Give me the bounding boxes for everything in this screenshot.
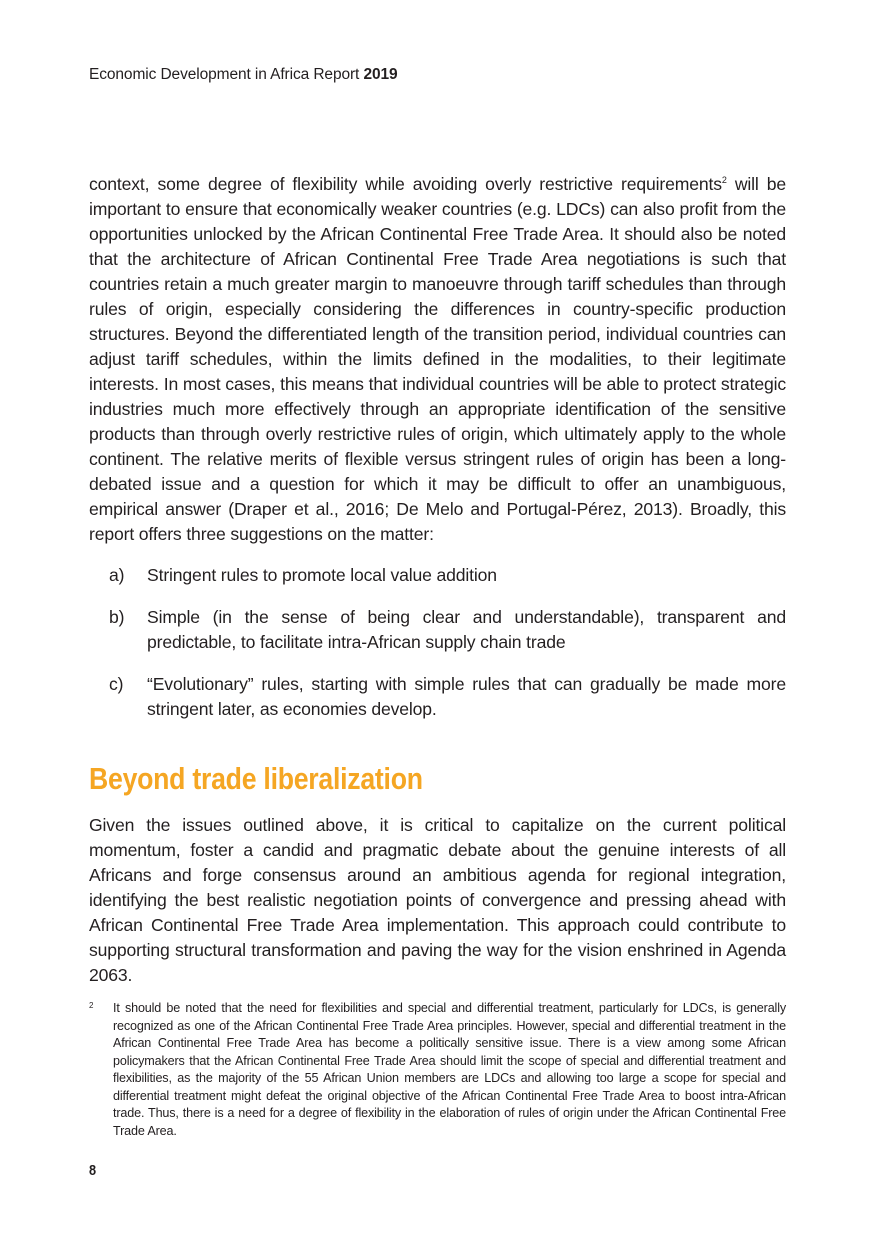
- running-header: [89, 66, 398, 84]
- report-title: Economic Development in Africa Report: [89, 66, 360, 83]
- page-number: 8: [89, 1162, 97, 1179]
- body-paragraph: [89, 172, 786, 547]
- body-paragraph-2: Given the issues outlined above, it is critical to capitalize on the current political momentum, foster a candid and pragmatic debate about the genuine interests of all Africans and forge consensus around an ambitious agenda for regional integration, identifying the best realistic negotiation points of convergence and pressing ahead with African Continental Free Trade Area implementation. This approach could contribute to supporting structural transformation and paving the way for the vision enshrined in Agenda 2063.: [89, 815, 786, 985]
- list-item: [89, 672, 786, 722]
- footnote-number: 2: [89, 1001, 94, 1010]
- list-item: [89, 563, 786, 588]
- footnote-reference[interactable]: 2: [721, 175, 727, 185]
- suggestions-list: [89, 563, 786, 722]
- paragraph-text: context, some degree of flexibility while avoiding overly restrictive requirements: [89, 174, 722, 194]
- list-item-text: Simple (in the sense of being clear and understandable), transparent and predictable, to facilitate intra-African supply chain trade: [147, 607, 786, 652]
- list-item-text: “Evolutionary” rules, starting with simple rules that can gradually be made more stringent later, as economies develop.: [147, 674, 786, 719]
- list-item-text: Stringent rules to promote local value addition: [147, 565, 497, 585]
- report-year: 2019: [363, 66, 398, 83]
- list-marker: a): [109, 565, 125, 585]
- section-heading: Beyond trade liberalization: [89, 761, 423, 796]
- list-item: [89, 605, 786, 655]
- list-marker: b): [109, 607, 125, 627]
- footnote: [89, 1000, 786, 1140]
- footnote-text: It should be noted that the need for flexibilities and special and differential treatment, particularly for LDCs, is generally recognized as one of the African Continental Free Trade Area principles. However, special and differential treatment in the African Continental Free Trade Area has become a politically sensitive issue. There is a view among some African policymakers that the African Continental Free Trade Area should limit the scope of special and differential treatment and flexibilities, as the majority of the 55 African Union members are LDCs and allowing too large a scope for special and differential treatment might defeat the original objective of the African Continental Free Trade Area to boost intra-African trade. Thus, there is a need for a degree of flexibility in the elaboration of rules of origin under the African Continental Free Trade Area.: [113, 1001, 786, 1138]
- page-content: [89, 172, 786, 1140]
- list-marker: c): [109, 674, 124, 694]
- paragraph-text-continued: will be important to ensure that economically weaker countries (e.g. LDCs) can also profit from the opportunities unlocked by the African Continental Free Trade Area. It should also be noted that the architecture of African Continental Free Trade Area negotiations is such that countries retain a much greater margin to manoeuvre through tariff schedules than through rules of origin, especially considering the differences in country-specific production structures. Beyond the differentiated length of the transition period, individual countries can adjust tariff schedules, within the limits defined in the modalities, to their legitimate interests. In most cases, this means that individual countries will be able to protect strategic industries much more effectively through an appropriate identification of the sensitive products than through overly restrictive rules of origin, which ultimately apply to the whole continent. The relative merits of flexible versus stringent rules of origin has been a long-debated issue and a question for which it may be difficult to offer an unambiguous, empirical answer (Draper et al., 2016; De Melo and Portugal-Pérez, 2013). Broadly, this report offers three suggestions on the matter:: [89, 174, 786, 544]
